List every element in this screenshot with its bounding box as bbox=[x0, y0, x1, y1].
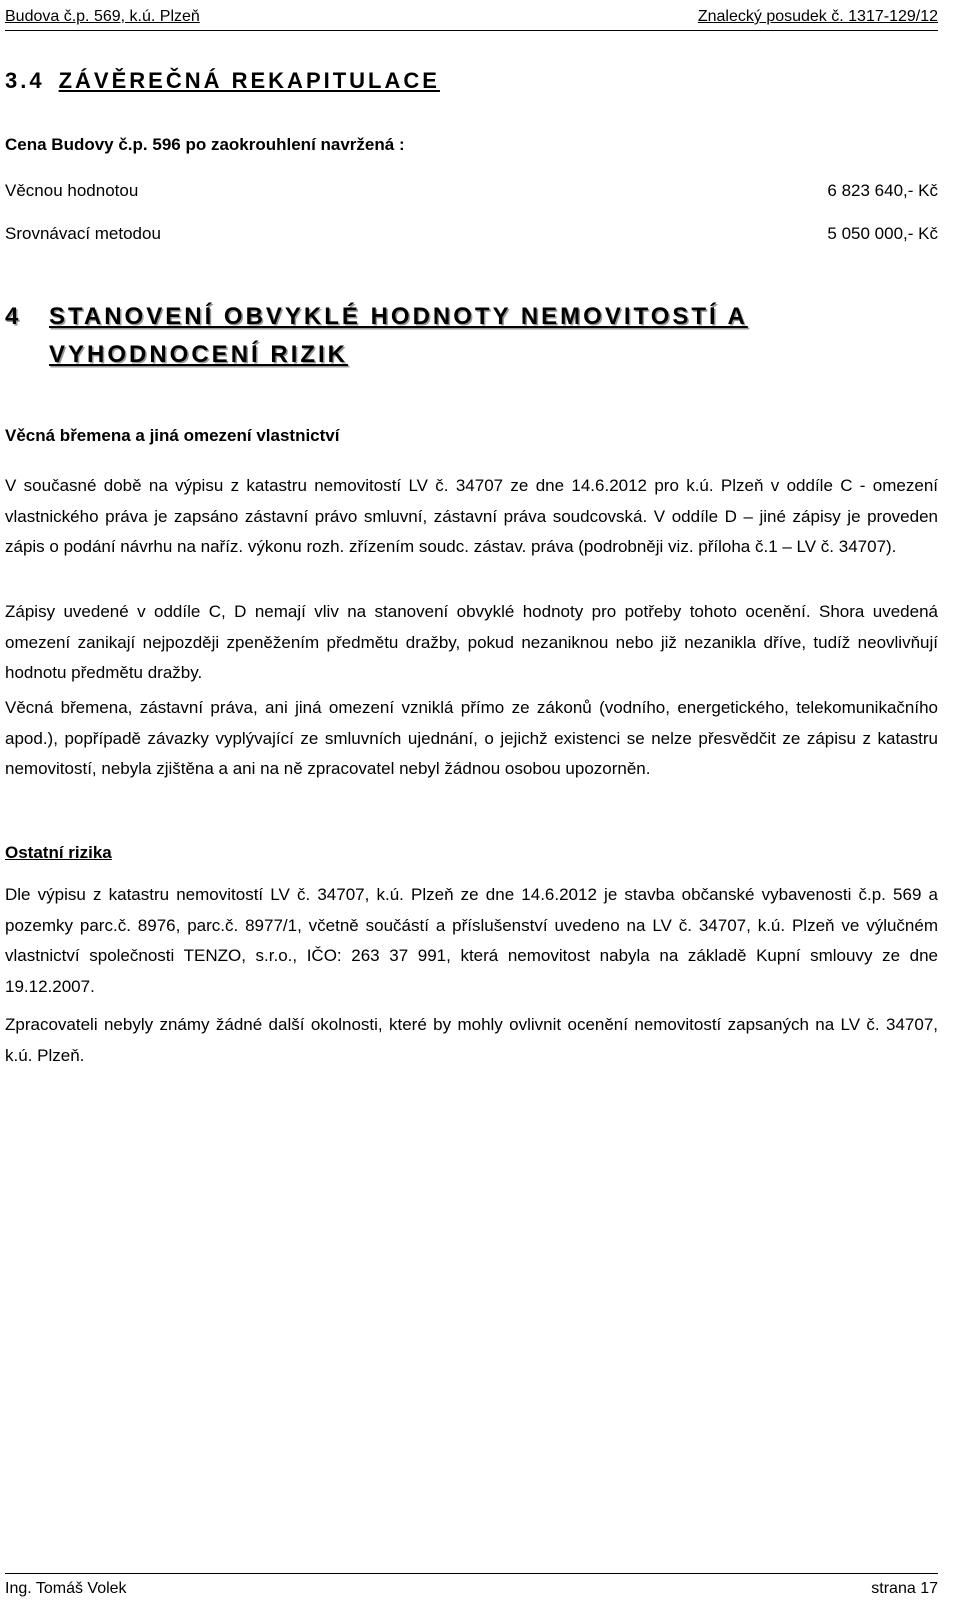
footer-author: Ing. Tomáš Volek bbox=[5, 1580, 127, 1597]
paragraph: V současné době na výpisu z katastru nemovitostí LV č. 34707 ze dne 14.6.2012 pro k.ú. Plzeň v oddíle C - omezení vlastnického práva je zapsáno zástavní právo smluvní, zástavní práva soudcovská. V oddíle D – jiné zápisy je proveden zápis o podání návrhu na naříz. výkonu rozh. zřízením soudc. zástav. práva (podrobněji viz. příloha č.1 – LV č. 34707). bbox=[5, 476, 938, 556]
valuation-method: Srovnávací metodou bbox=[5, 224, 161, 243]
footer-page-number: strana 17 bbox=[871, 1580, 938, 1597]
paragraph: Zpracovateli nebyly známy žádné další okolnosti, které by mohly ovlivnit ocenění nemovitostí zapsaných na LV č. 34707, k.ú. Plzeň. bbox=[5, 1015, 938, 1065]
section-number: 4 bbox=[5, 303, 22, 330]
other-risks-heading: Ostatní rizika bbox=[5, 843, 112, 862]
section-heading-3-4 bbox=[5, 68, 440, 94]
valuation-amount: 5 050 000,- Kč bbox=[827, 224, 938, 243]
page-footer bbox=[5, 1573, 938, 1597]
paragraph: Zápisy uvedené v oddíle C, D nemají vliv na stanovení obvyklé hodnoty pro potřeby tohoto ocenění. Shora uvedená omezení zanikají nejpozději zpeněžením předmětu dražby, pokud nezaniknou nebo již nezanikla dříve, tudíž neovlivňují hodnotu předmětu dražby. bbox=[5, 602, 938, 682]
section-number: 3.4 bbox=[5, 68, 45, 93]
paragraph: Dle výpisu z katastru nemovitostí LV č. 34707, k.ú. Plzeň ze dne 14.6.2012 je stavba občanské vybavenosti č.p. 569 a pozemky parc.č. 8976, parc.č. 8977/1, včetně součástí a příslušenství uvedeno na LV č. 34707, k.ú. Plzeň ve výlučném vlastnictví společnosti TENZO, s.r.o., IČO: 263 37 991, která nemovitost nabyla na základě Kupní smlouvy ze dne 19.12.2007. bbox=[5, 885, 938, 996]
valuation-method: Věcnou hodnotou bbox=[5, 181, 139, 200]
section-title: STANOVENÍ OBVYKLÉ HODNOTY NEMOVITOSTÍ A VYHODNOCENÍ RIZIK bbox=[49, 303, 748, 368]
page-header bbox=[5, 6, 938, 31]
section-title: ZÁVĚREČNÁ REKAPITULACE bbox=[58, 68, 440, 93]
valuation-amount: 6 823 640,- Kč bbox=[827, 181, 938, 200]
header-report-number: Znalecký posudek č. 1317-129/12 bbox=[697, 8, 938, 25]
price-heading: Cena Budovy č.p. 596 po zaokrouhlení navržená : bbox=[5, 135, 405, 154]
burdens-heading: Věcná břemena a jiná omezení vlastnictví bbox=[5, 426, 340, 445]
paragraph: Věcná břemena, zástavní práva, ani jiná omezení vzniklá přímo ze zákonů (vodního, energetického, telekomunikačního apod.), popřípadě závazky vyplývající ze smluvních ujednání, o jejichž existenci se nelze přesvědčit ze zápisu z katastru nemovitostí, nebyla zjištěna a ani na ně zpracovatel nebyl žádnou osobou upozorněn. bbox=[5, 698, 938, 778]
header-property: Budova č.p. 569, k.ú. Plzeň bbox=[5, 8, 200, 25]
